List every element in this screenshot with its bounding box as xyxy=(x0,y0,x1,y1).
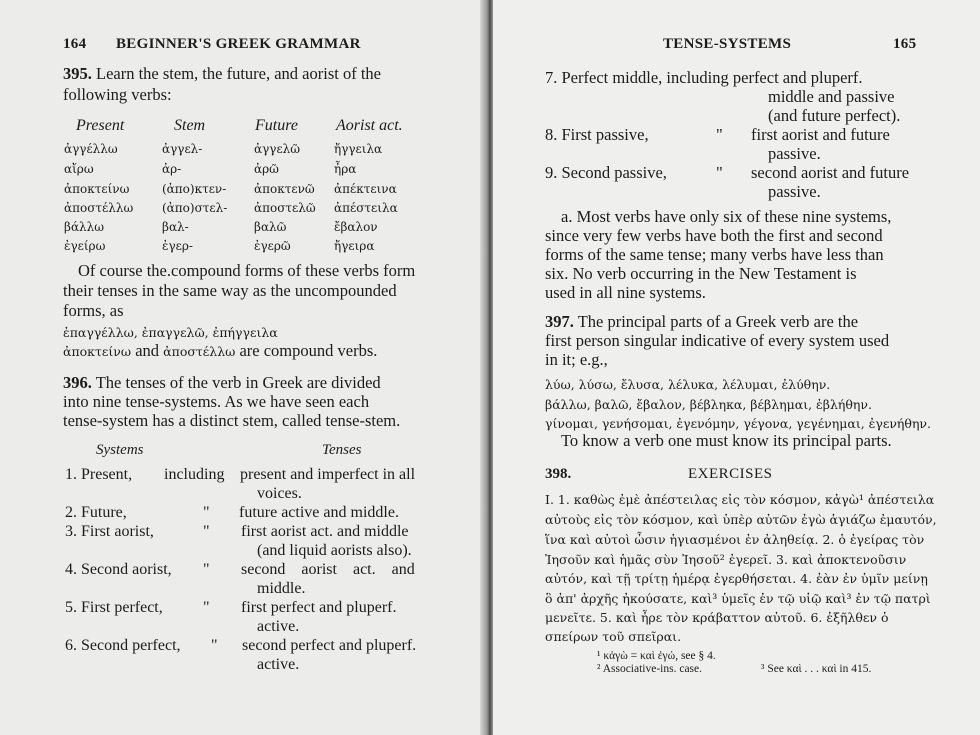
table-cell: βαλῶ xyxy=(254,220,287,234)
system-label: 9. Second passive, xyxy=(545,163,667,182)
table-row xyxy=(64,142,464,161)
exercises-title: EXERCISES xyxy=(688,466,773,482)
column-header-aorist: Aorist act. xyxy=(336,117,403,134)
paragraph-line: The tenses of the verb in Greek are divided xyxy=(95,373,381,392)
table-row xyxy=(64,220,464,239)
paragraph-line: Learn the stem, the future, and aorist of the xyxy=(96,64,381,83)
footnote: ² Associative-ins. case. xyxy=(597,663,703,675)
system-tenses: (and liquid aorists also). xyxy=(257,542,412,559)
system-label: 3. First aorist, xyxy=(65,523,154,540)
system-tenses: second aorist and future xyxy=(751,163,910,182)
system-connector: " xyxy=(203,504,210,521)
system-tenses: first aorist act. and middle xyxy=(241,523,409,540)
paragraph-line: forms, as xyxy=(63,301,124,320)
section-number: 395. xyxy=(63,64,92,83)
system-label: 6. Second perfect, xyxy=(65,637,181,654)
system-connector: " xyxy=(203,561,210,578)
word: and xyxy=(135,341,160,360)
table-cell: ἐγερ- xyxy=(162,239,193,253)
exercise-line: μενεῖτε. 5. καὶ ἦρε τὸν κράβαττον αὐτοῦ. 6. ἐξῆλθεν ὁ xyxy=(545,610,889,625)
system-label: 8. First passive, xyxy=(545,125,649,144)
table-cell: ἀγγελ- xyxy=(162,142,203,156)
paragraph-line: their tenses in the same way as the uncompounded xyxy=(63,281,397,300)
exercise-line: σπείρων τοῦ σπεῖραι. xyxy=(545,629,682,644)
section-number: 397. xyxy=(545,312,574,331)
system-connector: " xyxy=(716,163,723,182)
system-tenses: second perfect and pluperf. xyxy=(242,637,417,654)
system-connector: " xyxy=(203,599,210,616)
table-cell: ἤγγειλα xyxy=(334,142,383,156)
system-tenses: active. xyxy=(257,618,300,635)
table-cell: (ἀπο)στελ- xyxy=(162,201,228,215)
section-number: 398. xyxy=(545,466,572,482)
table-row xyxy=(64,162,464,181)
table-cell: ἤγειρα xyxy=(334,239,375,253)
exercise-line: Ἰησοῦν καὶ ἡμᾶς σὺν Ἰησοῦ² ἐγερεῖ. 3. καὶ ἀποκτενοῦσιν xyxy=(545,552,907,567)
paragraph-line: first person singular indicative of every system used xyxy=(545,331,890,350)
running-head-right: TENSE-SYSTEMS xyxy=(663,36,792,52)
column-header-future: Future xyxy=(255,117,298,134)
principal-parts-line: γίνομαι, γενήσομαι, ἐγενόμην, γέγονα, γεγένημαι, ἐγενήθην. xyxy=(545,416,932,431)
exercise-line: ὃ ἀπ' ἀρχῆς ἠκούσατε, καὶ³ ὑμεῖς ἐν τῷ υἱῷ καὶ³ ἐν τῷ πατρὶ xyxy=(545,591,931,606)
table-cell: ἀποστελῶ xyxy=(254,201,316,215)
table-cell: αἴρω xyxy=(64,162,94,176)
note-a-line: since very few verbs have both the first and second xyxy=(545,226,883,245)
footnote: ¹ κἀγὼ = καὶ ἐγώ, see § 4. xyxy=(597,650,716,662)
system-tenses: present and imperfect in all xyxy=(240,466,416,483)
system-tenses: first perfect and pluperf. xyxy=(241,599,397,616)
page-number-left: 164 xyxy=(63,36,87,52)
paragraph-line: To know a verb one must know its principal parts. xyxy=(561,431,892,450)
system-tenses: (and future perfect). xyxy=(768,106,901,125)
section-396 xyxy=(63,373,381,392)
system-tenses: second aorist act. and xyxy=(241,561,415,578)
table-cell: ἀρῶ xyxy=(254,162,279,176)
right-page xyxy=(493,0,980,735)
system-label: 4. Second aorist, xyxy=(65,561,172,578)
paragraph-line: following verbs: xyxy=(63,85,172,104)
table-cell: ἀρ- xyxy=(162,162,182,176)
paragraph-line: The principal parts of a Greek verb are the xyxy=(577,312,859,331)
table-cell: ἔβαλον xyxy=(334,220,378,234)
table-cell: ἀγγέλλω xyxy=(64,142,118,156)
column-header-stem: Stem xyxy=(174,117,206,134)
greek-example: ἐπαγγέλλω, ἐπαγγελῶ, ἐπήγγειλα xyxy=(63,325,278,340)
paragraph-line: in it; e.g., xyxy=(545,350,608,369)
table-cell: ἀποκτενῶ xyxy=(254,182,315,196)
table-cell: ἐγερῶ xyxy=(254,239,291,253)
table-row xyxy=(64,182,464,201)
exercise-line: ἵνα καὶ αὐτοὶ ὦσιν ἡγιασμένοι ἐν ἀληθείᾳ. 2. ὁ ἐγείρας τὸν xyxy=(545,532,925,547)
systems-header: Systems xyxy=(96,442,144,458)
system-tenses: first aorist and future xyxy=(751,125,890,144)
exercise-line: αὐτόν, καὶ τῇ τρίτῃ ἡμέρᾳ ἐγερθήσεται. 4. ἐὰν ἐν ὑμῖν μείνῃ xyxy=(545,571,928,586)
running-head-left: BEGINNER'S GREEK GRAMMAR xyxy=(116,36,361,52)
word: are compound verbs. xyxy=(239,341,378,360)
principal-parts-line: λύω, λύσω, ἔλυσα, λέλυκα, λέλυμαι, ἐλύθην. xyxy=(545,377,831,392)
table-row xyxy=(64,239,464,258)
section-395 xyxy=(63,64,381,83)
system-label: 2. Future, xyxy=(65,504,127,521)
note-a-line: used in all nine systems. xyxy=(545,283,706,302)
system-connector: " xyxy=(211,637,218,654)
table-cell: ἀποκτείνω xyxy=(64,182,130,196)
table-cell: (ἀπο)κτεν- xyxy=(162,182,227,196)
table-cell: ἀγγελῶ xyxy=(254,142,301,156)
table-cell: ἀπέκτεινα xyxy=(334,182,397,196)
system-tenses: middle and passive xyxy=(768,87,895,106)
tenses-header: Tenses xyxy=(322,442,362,458)
section-number: 396. xyxy=(63,373,92,392)
exercise-line: I. 1. καθὼς ἐμὲ ἀπέστειλας εἰς τὸν κόσμον, κἀγὼ¹ ἀπέστειλα xyxy=(545,492,935,507)
column-header-present: Present xyxy=(76,117,125,134)
compound-line xyxy=(63,341,377,361)
system-tenses: voices. xyxy=(257,485,302,502)
system-row: 7. Perfect middle, including perfect and pluperf. xyxy=(545,68,863,87)
table-cell: βαλ- xyxy=(162,220,189,234)
system-tenses: active. xyxy=(257,656,300,673)
table-row xyxy=(64,201,464,220)
principal-parts-line: βάλλω, βαλῶ, ἔβαλον, βέβληκα, βέβλημαι, ἐβλήθην. xyxy=(545,397,872,412)
left-page xyxy=(0,0,487,735)
table-cell: βάλλω xyxy=(64,220,105,234)
note-a-line: forms of the same tense; many verbs have less than xyxy=(545,245,884,264)
system-tenses: passive. xyxy=(768,182,821,201)
note-a-line: a. Most verbs have only six of these nine systems, xyxy=(561,207,892,226)
greek-word: ἀποστέλλω xyxy=(163,344,236,359)
greek-word: ἀποκτείνω xyxy=(63,344,132,359)
table-cell: ἀποστέλλω xyxy=(64,201,134,215)
exercise-line: αὐτοὺς εἰς τὸν κόσμον, καὶ ὑπὲρ αὐτῶν ἐγὼ ἁγιάζω ἐμαυτόν, xyxy=(545,512,937,527)
table-cell: ἀπέστειλα xyxy=(334,201,398,215)
system-connector: " xyxy=(203,523,210,540)
table-cell: ἐγείρω xyxy=(64,239,106,253)
table-cell: ἦρα xyxy=(334,162,357,176)
paragraph-line: Of course the.compound forms of these verbs form xyxy=(78,261,416,280)
system-tenses: future active and middle. xyxy=(239,504,399,521)
paragraph-line: into nine tense-systems. As we have seen each xyxy=(63,392,370,411)
system-label: 5. First perfect, xyxy=(65,599,163,616)
system-connector: including xyxy=(164,466,225,483)
system-connector: " xyxy=(716,125,723,144)
note-a-line: six. No verb occurring in the New Testament is xyxy=(545,264,857,283)
section-397 xyxy=(545,312,858,331)
system-label: 1. Present, xyxy=(65,466,133,483)
system-tenses: passive. xyxy=(768,144,821,163)
paragraph-line: tense-system has a distinct stem, called tense-stem. xyxy=(63,411,401,430)
page-number-right: 165 xyxy=(893,36,917,52)
system-tenses: middle. xyxy=(257,580,306,597)
footnote: ³ See καὶ . . . καὶ in 415. xyxy=(761,663,872,675)
